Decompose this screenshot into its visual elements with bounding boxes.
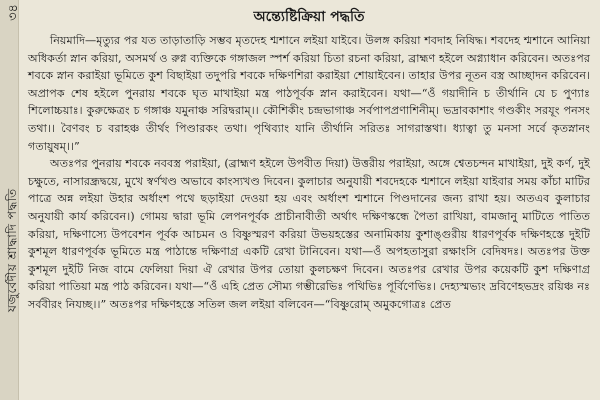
body-text xyxy=(28,32,590,396)
paragraph-2: অতঃপর পুনরায় শবকে নববস্ত্র পরাইয়া, (ব্রাহ্মণ হইলে উপবীত দিয়া) উত্তরীয় পরাইয়া, অঙ্গে শ্বেতচন্দন মাখাইয়া, দুই কর্ণ, দুই চক্ষুতে, নাসারন্ধ্রদ্বয়ে, মুখে স্বর্ণখণ্ড অভাবে কাংস্যখণ্ড দিবেন। কুলাচার অনুযায়ী শবদেহকে শ্মশানে লইয়া যাইবার সময় কাঁচা মাটির পাত্রে অন্ন লইয়া উহার অর্ধাংশ পথে ছড়াইয়া দেওয়া হয় এবং অর্ধাংশ শ্মশানে পিণ্ডদানের জন্য রাখা হয়। অতএব কুলাচার অনুযায়ী কার্য করিবেন।) গোময় দ্বারা ভূমি লেপনপূর্বক প্রাচীনাবীতী অর্থাৎ দক্ষিণস্কন্ধে পৈতা রাখিয়া, বামজানু মাটিতে পাতিত করিয়া, দক্ষিণাস্যে উপবেশন পূর্বক আচমন ও বিষ্ণুস্মরণ করিয়া উভয়হস্তের অনামিকায় কুশাঙ্গুরীয় ধারণপূর্বক দক্ষিণহস্তে দুইটি কুশমূল ধারণপূর্বক ভূমিতে মন্ত্র পাঠান্তে দক্ষিণাগ্র একটি রেখা টানিবেন। যথা—ওঁ অপহতাসুরা রক্ষাংসি বেদিষদঃ। অতঃপর উক্ত কুশমূল দুইটি নিজ বামে ফেলিয়া দিয়া ঐ রেখার উপর তোয়া কুলচক্ষণ দিবেন। অতঃপর রেখার উপর কয়েকটি কুশ দক্ষিণাগ্র করিয়া পাতিয়া মন্ত্র পাঠ করিবেন। যথা—“ওঁ এহি প্রেত সৌম্য গম্ভীরেভিঃ পথিভিঃ পূর্বিণেভিঃ। দেহ্যস্মভ্যং দ্রবিণেহভদ্রং রয়িঞ্চ নঃ সর্ববীরং নিযচ্ছ।।” অতঃপর দক্ষিণহস্তে সতিল জল লইয়া বলিবেন—“বিষ্ণুরোম্ অমুকগোত্রঃ প্রেত xyxy=(28,157,590,311)
page-margin xyxy=(0,0,19,400)
chapter-title: অন্ত্যেষ্টিক্রিয়া পদ্ধতি xyxy=(253,9,365,25)
page-number: ৩৪ xyxy=(6,4,21,21)
paragraph-1: নিয়মাদি—মৃত্যুর পর যত তাড়াতাড়ি সম্ভব মৃতদেহ শ্মশানে লইয়া যাইবে। উলঙ্গ করিয়া শবদাহ নিষিদ্ধ। শবদেহ শ্মশানে আনিয়া অধিকর্তা স্নান করিয়া, অসমর্থ ও রুগ্ন ব্যক্তিকে গঙ্গাজল স্পর্শ করিয়া চিতা রচনা করিয়া, ব্রাহ্মণ হইলে অগ্ন্যাধান করিবেন। অতঃপর শবকে স্নান করাইয়া ভূমিতে কুশ বিছাইয়া তদুপরি শবকে দক্ষিণশিরা করাইয়া শোয়াইবেন। তাহার উপর নূতন বস্ত্র আচ্ছাদন করিবেন। অপ্রাপক শেষ হইলে পুনরায় শবকে ঘৃত মাখাইয়া মন্ত্র পাঠপূর্বক স্নান করাইবেন। যথা—“ওঁ গয়াদীনি চ তীর্থানি যে চ পুণ্যাঃ শিলোচ্চয়াঃ। কুরুক্ষেত্রং চ গঙ্গাঞ্চ যমুনাঞ্চ সরিদ্বরাম্।। কৌশিকীং চন্দ্রভাগাঞ্চ সর্বপাপপ্রণাশিনীম্। ভদ্রাবকাশাং গণ্ডকীং সরযূং পনসং তথা।। বৈণবং চ বরাহঞ্চ তীর্থং পিণ্ডারকং তথা। পৃথিব্যাং যানি তীর্থানি সরিতঃ সাগরাস্তথা। ধ্যাত্বা তু মনসা সর্বে কৃতস্নানং গতায়ুষম্।।” xyxy=(28,34,590,153)
running-head: যজুর্বেদীয় শ্রাদ্ধাদি পদ্ধতি xyxy=(5,188,19,312)
